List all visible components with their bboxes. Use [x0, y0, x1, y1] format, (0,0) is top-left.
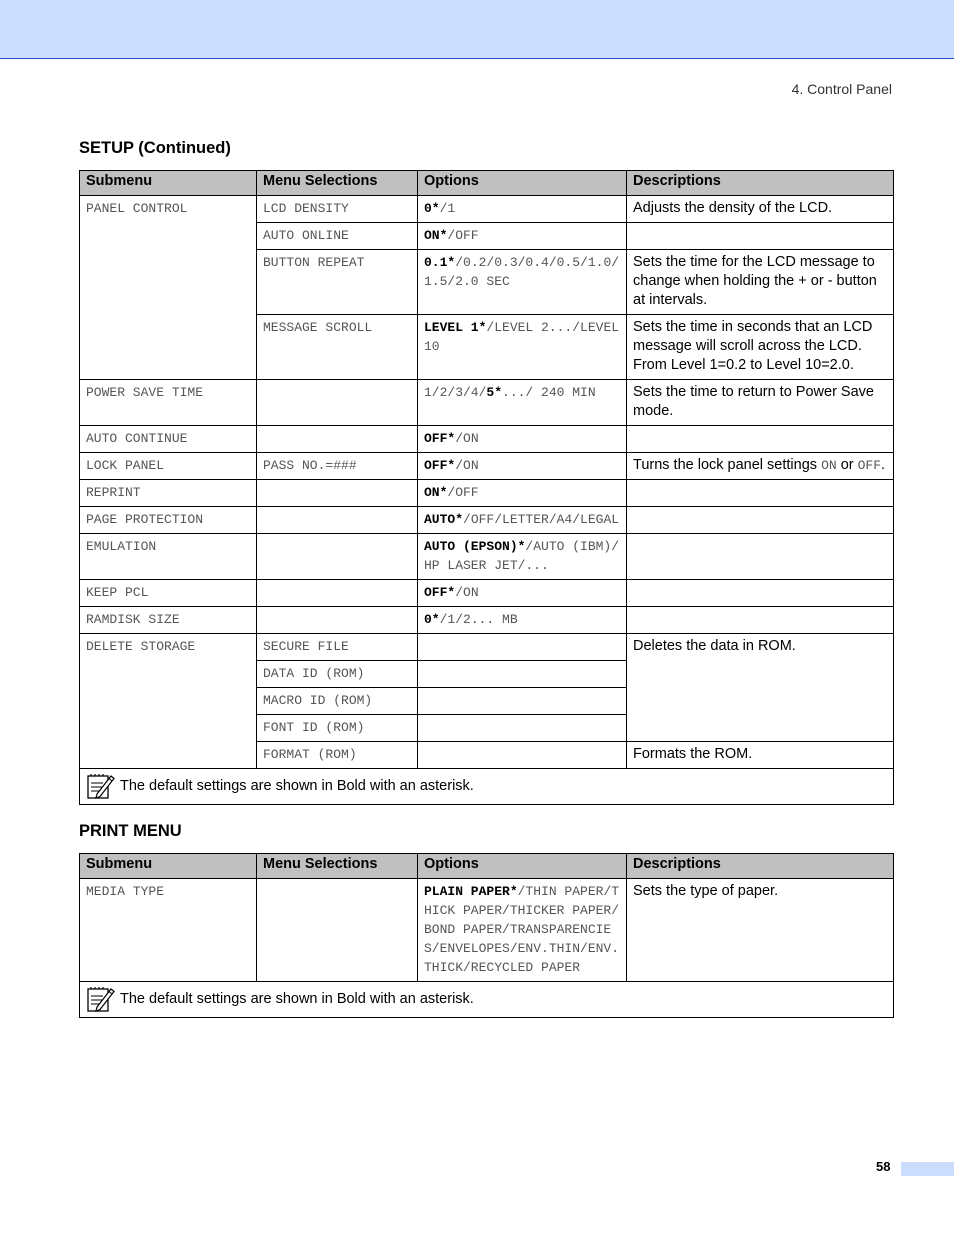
- submenu-cell: REPRINT: [80, 480, 257, 507]
- submenu-cell: LOCK PANEL: [80, 453, 257, 480]
- other-options: /THIN PAPER/THICK PAPER/THICKER PAPER/BOND PAPER/TRANSPARENCIES/ENVELOPES/ENV.THIN/ENV.THICK/RECYCLED PAPER: [424, 884, 620, 975]
- menu-selection-cell: [257, 426, 418, 453]
- default-option: AUTO*: [424, 512, 464, 527]
- submenu-cell: PANEL CONTROL: [80, 196, 257, 380]
- menu-selection-cell: MACRO ID (ROM): [257, 688, 418, 715]
- table-row: [80, 507, 894, 534]
- description-cell: Deletes the data in ROM.: [627, 634, 894, 742]
- description-cell: [627, 580, 894, 607]
- default-option: 5*: [486, 385, 503, 400]
- note-cell: [80, 982, 894, 1018]
- other-options: 1/2/3/4/: [424, 385, 487, 400]
- menu-selection-cell: MESSAGE SCROLL: [257, 315, 418, 380]
- description-cell: [627, 223, 894, 250]
- page-number: 58: [876, 1159, 891, 1174]
- column-header: Options: [418, 171, 627, 196]
- table-row: [80, 196, 894, 223]
- description-cell: [627, 607, 894, 634]
- table-row: [80, 634, 894, 661]
- setup-section-title: SETUP (Continued): [79, 139, 231, 157]
- other-options: .../ 240 MIN: [502, 385, 596, 400]
- submenu-cell: KEEP PCL: [80, 580, 257, 607]
- description-cell: Formats the ROM.: [627, 742, 894, 769]
- menu-selection-cell: AUTO ONLINE: [257, 223, 418, 250]
- description-cell: [627, 453, 894, 480]
- other-options: /1: [439, 201, 456, 216]
- table-row: [80, 480, 894, 507]
- other-options: /AUTO (IBM)/HP LASER JET/...: [424, 539, 620, 573]
- default-option: ON*: [424, 485, 448, 500]
- menu-selection-cell: [257, 534, 418, 580]
- description-cell: Adjusts the density of the LCD.: [627, 196, 894, 223]
- submenu-cell: MEDIA TYPE: [80, 879, 257, 982]
- header-band: [0, 0, 954, 59]
- description-text: Turns the lock panel settings: [633, 457, 822, 473]
- description-cell: Sets the time in seconds that an LCD message will scroll across the LCD. From Level 1=0.2 to Level 10=2.0.: [627, 315, 894, 380]
- menu-selection-cell: FONT ID (ROM): [257, 715, 418, 742]
- submenu-cell: POWER SAVE TIME: [80, 380, 257, 426]
- default-option: 0.1*: [424, 255, 456, 270]
- menu-selection-cell: BUTTON REPEAT: [257, 250, 418, 315]
- default-option: PLAIN PAPER*: [424, 884, 518, 899]
- menu-selection-cell: [257, 607, 418, 634]
- description-text: .: [881, 457, 886, 473]
- options-cell: [418, 879, 627, 982]
- note-row: [80, 769, 894, 805]
- description-cell: Sets the time for the LCD message to change when holding the + or - button at intervals.: [627, 250, 894, 315]
- description-cell: [627, 426, 894, 453]
- menu-selection-cell: [257, 879, 418, 982]
- submenu-cell: EMULATION: [80, 534, 257, 580]
- note-pencil-icon: [86, 985, 116, 1013]
- print-menu-section-title: PRINT MENU: [79, 822, 182, 840]
- options-cell: [418, 715, 627, 742]
- other-options: /1/2... MB: [439, 612, 518, 627]
- options-cell: [418, 661, 627, 688]
- note-row: [80, 982, 894, 1018]
- submenu-cell: PAGE PROTECTION: [80, 507, 257, 534]
- column-header: Menu Selections: [257, 171, 418, 196]
- description-cell: [627, 507, 894, 534]
- options-cell: [418, 634, 627, 661]
- default-option: OFF*: [424, 431, 456, 446]
- table-row: [80, 453, 894, 480]
- column-header: Descriptions: [627, 171, 894, 196]
- options-cell: [418, 534, 627, 580]
- options-cell: [418, 315, 627, 380]
- menu-selection-cell: DATA ID (ROM): [257, 661, 418, 688]
- submenu-cell: AUTO CONTINUE: [80, 426, 257, 453]
- column-header: Submenu: [80, 171, 257, 196]
- setup-table: [79, 170, 894, 805]
- description-cell: Sets the type of paper.: [627, 879, 894, 982]
- options-cell: [418, 688, 627, 715]
- default-option: 0*: [424, 612, 440, 627]
- table-header-row: [80, 854, 894, 879]
- description-cell: [627, 534, 894, 580]
- note-cell: [80, 769, 894, 805]
- table-header-row: [80, 171, 894, 196]
- options-cell: [418, 380, 627, 426]
- options-cell: [418, 607, 627, 634]
- options-cell: [418, 196, 627, 223]
- column-header: Submenu: [80, 854, 257, 879]
- column-header: Descriptions: [627, 854, 894, 879]
- menu-selection-cell: [257, 480, 418, 507]
- other-options: /ON: [455, 431, 479, 446]
- note-pencil-icon: [86, 772, 116, 800]
- table-row: [80, 879, 894, 982]
- menu-selection-cell: SECURE FILE: [257, 634, 418, 661]
- off-value: OFF: [857, 458, 882, 473]
- submenu-cell: RAMDISK SIZE: [80, 607, 257, 634]
- note-text: The default settings are shown in Bold with an asterisk.: [120, 990, 474, 1007]
- options-cell: [418, 580, 627, 607]
- page-tab-band: [901, 1162, 954, 1176]
- menu-selection-cell: [257, 380, 418, 426]
- default-option: 0*: [424, 201, 440, 216]
- default-option: OFF*: [424, 458, 456, 473]
- options-cell: [418, 453, 627, 480]
- options-cell: [418, 223, 627, 250]
- options-cell: [418, 742, 627, 769]
- default-option: ON*: [424, 228, 448, 243]
- options-cell: [418, 480, 627, 507]
- menu-selection-cell: [257, 580, 418, 607]
- submenu-cell: DELETE STORAGE: [80, 634, 257, 769]
- table-row: [80, 380, 894, 426]
- table-row: [80, 580, 894, 607]
- menu-selection-cell: FORMAT (ROM): [257, 742, 418, 769]
- options-cell: [418, 250, 627, 315]
- column-header: Options: [418, 854, 627, 879]
- other-options: /0.2/0.3/0.4/0.5/1.0/1.5/2.0 SEC: [424, 255, 620, 289]
- options-cell: [418, 507, 627, 534]
- other-options: /OFF/LETTER/A4/LEGAL: [463, 512, 620, 527]
- chapter-label: 4. Control Panel: [791, 81, 892, 97]
- other-options: /ON: [455, 585, 479, 600]
- table-row: [80, 534, 894, 580]
- default-option: AUTO (EPSON)*: [424, 539, 526, 554]
- table-row: [80, 607, 894, 634]
- table-row: [80, 426, 894, 453]
- description-cell: Sets the time to return to Power Save mode.: [627, 380, 894, 426]
- options-cell: [418, 426, 627, 453]
- menu-selection-cell: [257, 507, 418, 534]
- default-option: OFF*: [424, 585, 456, 600]
- column-header: Menu Selections: [257, 854, 418, 879]
- other-options: /OFF: [447, 485, 479, 500]
- other-options: /LEVEL 2.../LEVEL10: [424, 320, 620, 354]
- note-text: The default settings are shown in Bold with an asterisk.: [120, 777, 474, 794]
- menu-selection-cell: PASS NO.=###: [257, 453, 418, 480]
- default-option: LEVEL 1*: [424, 320, 487, 335]
- description-text: or: [836, 457, 858, 473]
- other-options: /ON: [455, 458, 479, 473]
- menu-selection-cell: LCD DENSITY: [257, 196, 418, 223]
- on-value: ON: [821, 458, 837, 473]
- description-cell: [627, 480, 894, 507]
- other-options: /OFF: [447, 228, 479, 243]
- print-menu-table: [79, 853, 894, 1018]
